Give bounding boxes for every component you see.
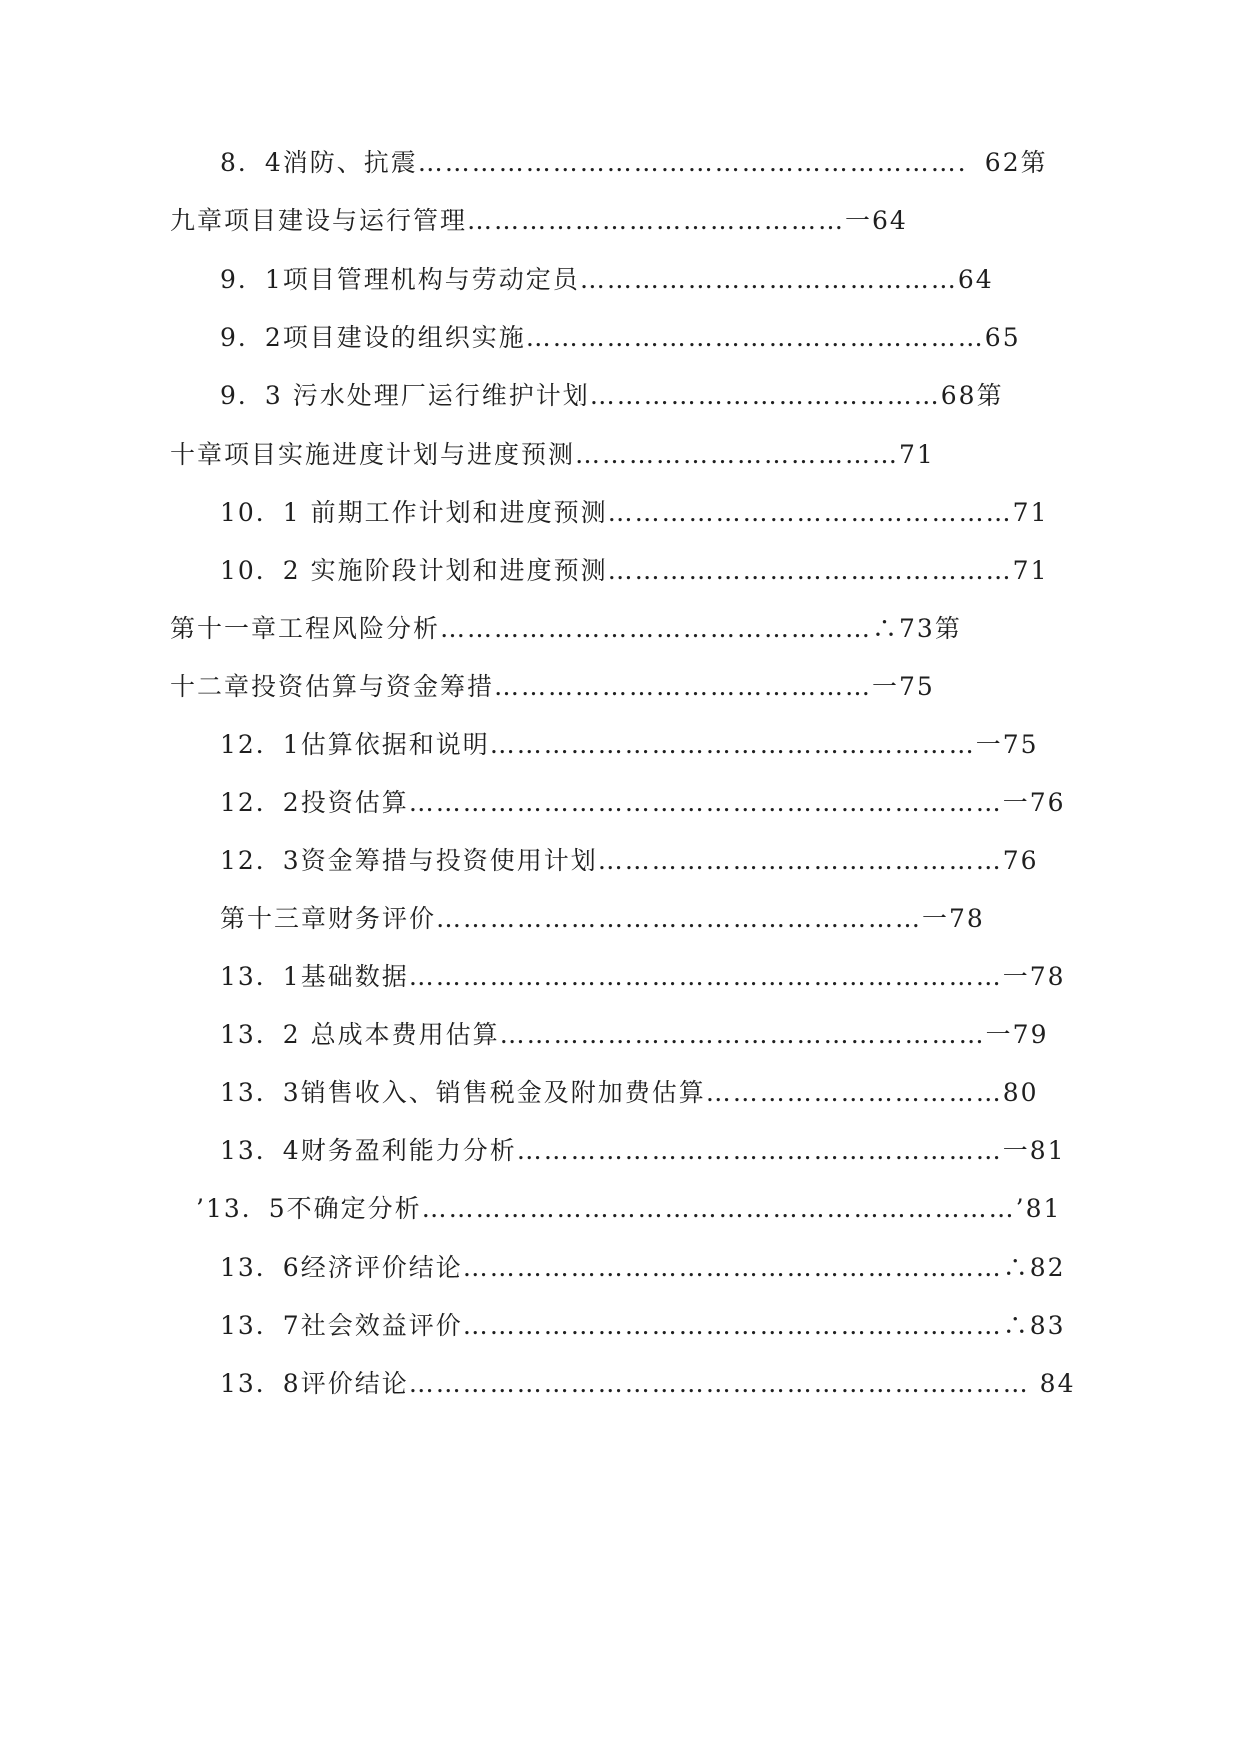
toc-entry: ’13．5不确定分析…………………………………………………………’81 — [196, 1194, 1062, 1223]
toc-entry: 九章项目建设与运行管理……………………………………一64 — [170, 206, 908, 235]
toc-entry: 13．4财务盈利能力分析………………………………………………一81 — [220, 1136, 1066, 1165]
toc-entry: 十章项目实施进度计划与进度预测………………………………71 — [170, 440, 935, 469]
toc-entry: 十二章投资估算与资金筹措……………………………………一75 — [170, 672, 935, 701]
toc-entry: 10．2 实施阶段计划和进度预测………………………………………71 — [220, 556, 1049, 585]
toc-entry: 9．2项目建设的组织实施……………………………………………65 — [220, 323, 1021, 352]
toc-entry: 8．4消防、抗震……………………………………………………．62第 — [220, 148, 1048, 177]
toc-entry: 13．2 总成本费用估算………………………………………………一79 — [220, 1020, 1049, 1049]
toc-entry: 12．3资金筹措与投资使用计划………………………………………76 — [220, 846, 1039, 875]
toc-entry: 13．7社会效益评价……………………………………………………∴83 — [220, 1311, 1066, 1340]
toc-entry: 12．1估算依据和说明………………………………………………一75 — [220, 730, 1039, 759]
toc-entry: 9．3 污水处理厂运行维护计划…………………………………68第 — [220, 381, 1004, 410]
toc-entry: 13．1基础数据…………………………………………………………一78 — [220, 962, 1066, 991]
toc-entry: 10．1 前期工作计划和进度预测………………………………………71 — [220, 498, 1049, 527]
toc-entry: 13．3销售收入、销售税金及附加费估算……………………………80 — [220, 1078, 1039, 1107]
toc-entry: 第十一章工程风险分析…………………………………………∴73第 — [170, 614, 962, 643]
toc-entry: 第十三章财务评价………………………………………………一78 — [220, 904, 985, 933]
toc-entry: 9．1项目管理机构与劳动定员……………………………………64 — [220, 265, 994, 294]
toc-entry: 13．6经济评价结论……………………………………………………∴82 — [220, 1253, 1066, 1282]
toc-entry: 12．2投资估算…………………………………………………………一76 — [220, 788, 1066, 817]
toc-entry: 13．8评价结论…………………………………………………………… 84 — [220, 1369, 1076, 1398]
